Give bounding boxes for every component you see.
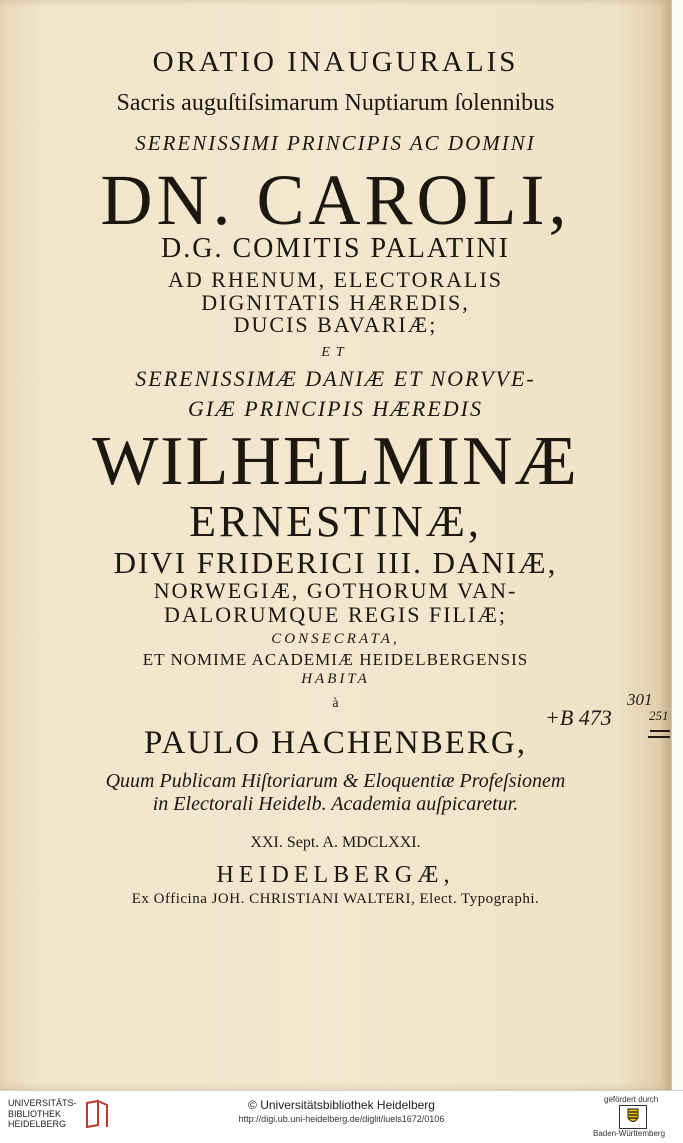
title-line-et: ET	[321, 345, 350, 360]
title-line-friderici: DIVI FRIDERICI III. DANIÆ,	[113, 545, 558, 580]
title-line-habita: HABITA	[301, 671, 370, 687]
annotation-rule	[648, 736, 670, 738]
coat-of-arms-icon	[619, 1105, 647, 1129]
title-line-quum: Quum Publicam Hiſtoriarum & Eloquentiæ Profeſsionem	[105, 770, 566, 792]
title-line-principis: GIÆ PRINCIPIS HÆREDIS	[188, 396, 483, 421]
title-line-sacris: Sacris auguſtiſsimarum Nuptiarum ſolennibus	[116, 90, 555, 116]
title-line-dalorumque: DALORUMQUE REGIS FILIÆ;	[164, 602, 507, 627]
title-line-author: PAULO HACHENBERG,	[144, 725, 527, 761]
title-line-comitis: D.G. COMITIS PALATINI	[161, 233, 510, 264]
funded-by-label: gefördert durch	[604, 1095, 659, 1104]
annotation-rule	[650, 730, 670, 732]
title-line-caroli: DN. CAROLI,	[100, 160, 571, 240]
title-line-bavariae: DUCIS BAVARIÆ;	[233, 312, 438, 337]
page-number-annotation	[627, 690, 669, 724]
title-line-wilhelminae: WILHELMINÆ	[92, 423, 579, 500]
page-edge	[671, 0, 683, 1090]
page-number-top: 301	[627, 690, 653, 709]
title-line-dignitatis: DIGNITATIS HÆREDIS,	[201, 290, 470, 315]
title-line-date: XXI. Sept. A. MDCLXXI.	[250, 834, 421, 851]
title-line-oratio: ORATIO INAUGURALIS	[152, 46, 519, 78]
footer-bar	[0, 1090, 683, 1143]
shelfmark-annotation: +B 473	[545, 705, 612, 730]
title-line-academiae: ET NOMIME ACADEMIÆ HEIDELBERGENSIS	[142, 650, 529, 669]
title-line-consecrata: CONSECRATA,	[271, 631, 400, 647]
funder-name: Baden-Württemberg	[593, 1129, 666, 1138]
source-url[interactable]: http://digi.ub.uni-heidelberg.de/diglit/luels1672/0106	[238, 1114, 445, 1124]
page-number-bottom: 251	[649, 708, 669, 723]
title-line-printer: Ex Officina JOH. CHRISTIANI WALTERI, Elect. Typographi.	[131, 891, 540, 907]
title-line-serenissimi: SERENISSIMI PRINCIPIS AC DOMINI	[135, 131, 536, 155]
title-line-heidelbergae: HEIDELBERGÆ,	[216, 862, 455, 888]
title-line-norwegiae: NORWEGIÆ, GOTHORUM VAN-	[153, 578, 518, 603]
copyright-text: © Universitätsbibliothek Heidelberg	[248, 1098, 435, 1112]
library-name: UNIVERSITÄTS- BIBLIOTHEK HEIDELBERG	[8, 1098, 77, 1129]
title-line-ernestinae: ERNESTINÆ,	[189, 497, 482, 546]
title-line-serenissimae: SERENISSIMÆ DANIÆ ET NORVVE-	[135, 366, 536, 391]
title-line-electorali: in Electorali Heidelb. Academia auſpicaretur.	[152, 793, 519, 815]
title-line-rhenum: AD RHENUM, ELECTORALIS	[167, 267, 504, 292]
title-line-a: à	[332, 696, 339, 711]
